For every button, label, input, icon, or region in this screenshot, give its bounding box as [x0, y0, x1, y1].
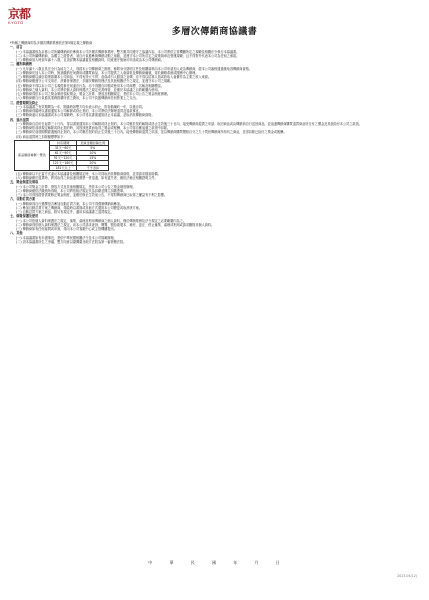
clause-text: (二) 傳銷商應依法繳納所得稅，本公司將依稅法規定代為扣繳並開立扣繳憑單。 [16, 188, 127, 193]
clause-text: (三) 傳銷商應以誠信原則推廣本公司商品，不得有誇大不實、虛偽或引人錯誤之宣傳，亦不得以招募人員或收取入會費作為主要之收入來源。 [16, 75, 212, 79]
page-title: 多層次傳銷商協議書 [171, 27, 258, 37]
table-cell: 20% [77, 160, 109, 165]
table-cell: 15% [77, 155, 109, 160]
logo-subtext: KYOTO [8, 20, 24, 25]
table-cell: 31天~60天 [49, 145, 77, 150]
clause-text: (七) 傳銷商得依本公司之獎金制度領取獎金，獎金之計算、發放及相關規定，悉依本公司公告之獎金制度辦理。 [16, 92, 171, 96]
section-heading: 五、獎金制度及領取 [10, 180, 39, 185]
clause-text: (一) 本協議書如有未盡事宜，悉依中華民國相關法令及本公司規範辦理。 [16, 235, 117, 240]
clause-text: (五) 傳銷商以不正當方式違反本協議書及相關規定時，本公司得取消其傳銷商資格，並得請求損害賠償。 [16, 171, 161, 176]
version-label: 2023.04(12) [397, 574, 417, 578]
section-heading: 一、前言 [10, 45, 23, 50]
clause-text: (一) 傳銷商自訂約日起算三十日內，得以書面通知本公司解除或終止契約，本公司應於契約解除或終止生效後三十日內，接受傳銷商退貨之申請、取回商品或由傳銷商自行送回商品，並返還傳銷商購買退貨商品所支付之價金及其他給付本公司之款項。 [16, 121, 362, 126]
clause-text: (二) 傳銷商得依個人資料保護法之規定，向本公司請求查詢、閱覽、製給複製本、補充、更正、停止蒐集、處理或利用或請求刪除其個人資料。 [16, 222, 215, 227]
clause-text: (一) 本協議書係為京都公司所屬傳銷商於參與本公司多層次傳銷事業時，雙方應共同遵守之協議內容，本公司將依主管機關所定之規範及相關法令執行本協議書。 [16, 49, 240, 54]
clause-text: (一) 本協議書之有效期間為一年，期滿時如雙方均未表示終止，則自動續約一年，以後亦同。 [16, 104, 146, 109]
clause-text: (五) 傳銷商不得以本公司之名義從事任何違法行為，亦不得擅自印製或使用本公司商標、名稱及相關標誌。 [16, 83, 164, 88]
clause-text: (八) 傳銷商應自行負擔其業務推廣所需之費用，本公司不負擔傳銷商任何營業上之支出。 [16, 96, 139, 101]
table-cell: 5% [77, 145, 109, 150]
document-body [10, 41, 424, 244]
clause-text: (三) 傳銷商如有任何疑問或申訴，得向本公司客服中心或主管機關提出。 [16, 227, 117, 231]
clause-text: (二) 傳銷商於加入本公司時，無須繳納任何費用或購買商品，本公司提供之入會資料及傳銷商編號，得於網路系統或服務中心辦理。 [16, 70, 199, 75]
table-header-cell: 退貨金額扣除比例 [77, 140, 109, 145]
section-heading: 二、權利與義務 [10, 62, 32, 67]
clause-text: (二) 傳銷商得隨時以書面通知本公司解除或終止契約，本公司將依法辦理退貨及退款事宜。 [16, 109, 142, 113]
table-header-cell: 持有期間 [49, 140, 77, 145]
table-cell: 不予退貨 [77, 165, 109, 170]
table-cell: 181天以上 [49, 165, 77, 170]
clause-text: (四) 商品退貨時之扣除額標準如下： [16, 134, 67, 139]
clause-text: (一) 本公司獎金之計算、發放方式及其他相關規定，悉依本公司公告之獎金制度辦理。 [16, 184, 136, 189]
table-left-label: 產品價值補償一覽表 [15, 140, 50, 170]
table-cell: 10% [77, 150, 109, 155]
clause-text: (二) 參加自動訂貨方案之傳銷商，得隨時以書面或其他方式通知本公司變更或取消該方案。 [16, 205, 142, 210]
clause-text: (二) 傳銷商依前項規定解除或終止契約時，其因該進貨而取得之獎金或報酬，本公司得自應返還之款項中扣除。 [16, 126, 171, 130]
clause-text: (三) 自動訂貨方案之商品，除另有規定外，適用本協議書之退貨規定。 [16, 210, 114, 214]
clause-text: (三) 傳銷商加入時須年滿十八歲，且須詳閱本協議書及相關資料，同意遵守後始可申請成為本公司傳銷商。 [16, 58, 164, 62]
table-cell: 91天~120天 [49, 155, 77, 160]
clause-text: (三) 本公司得因經營需要修正獎金制度，並應於修正生效前公告，不得對傳銷商已取得之權益有不利之影響。 [16, 193, 168, 197]
table-cell: 61天~90天 [49, 150, 77, 155]
table-cell: 121天~180天 [49, 160, 77, 165]
clause-text: (一) 本公司依個人資料保護法之規定，蒐集、處理及利用傳銷商之個人資料，僅於傳銷業務及法令規定之必要範圍內為之。 [16, 218, 186, 223]
signing-date-line: 中 華 民 國 年 月 日 [148, 560, 281, 565]
clause-text: (二) 本公司所屬傳銷商，為獨立之經營者，須自行負擔參與傳銷活動之風險，並遵守本公司所訂定之政策規章及營運規範，且不得對外代表本公司為任何之承諾。 [16, 53, 240, 58]
clause-text: (一) 凡年滿十八歲且具完全行為能力之人，得經本公司傳銷商之推薦，檢附身分證明文件及相關資料向本公司申請加入成為傳銷商，經本公司審核通過後取得傳銷商資格。 [16, 66, 252, 71]
section-heading: 七、個資保護及使用 [10, 214, 39, 219]
clause-text: (一) 傳銷商得自行選擇是否參加自動訂貨方案，本公司不得強制傳銷商參加。 [16, 201, 124, 206]
refund-deduction-table [14, 140, 109, 171]
section-heading: 四、退出退貨 [10, 117, 29, 122]
logo-mark: 京都 [8, 7, 31, 21]
clause-text: (六) 傳銷商應於退貨時，將其取得之商品連同發票一併退還，如有遺失者，應依法補正相關證明文件。 [16, 176, 158, 180]
clause-text: (三) 傳銷商於前項期間經過後終止契約，本公司應於契約終止生效後三十日內，接受傳銷商退貨之申請，並以傳銷商購買價格百分之九十買回傳銷商所持有之商品，並得扣除已給付之獎金或報酬。 [16, 130, 287, 135]
clause-text: (六) 傳銷商之個人資料，本公司將依個人資料保護法之規定妥善保管，並僅於本協議之目的範圍內使用。 [16, 87, 161, 92]
clause-text: (二) 因本協議書所生之爭議，雙方同意以臺灣臺北地方法院為第一審管轄法院。 [16, 239, 127, 244]
intro-text: *所稱之傳銷商即為多層次傳銷業務依法第5條定義之傳銷商 [10, 41, 93, 45]
section-heading: 三、經營期間及終止 [10, 100, 39, 105]
clause-text: (四) 傳銷商應遵守公平交易法、消費者保護法、多層次傳銷管理法及其他相關法令之規定，並遵守本公司之規範。 [16, 79, 174, 84]
clause-text: (三) 傳銷商違反本協議書或本公司規範時，本公司得以書面通知終止本協議，並取消其傳銷商資格。 [16, 113, 155, 118]
section-heading: 八、其他 [10, 231, 23, 236]
section-heading: 六、自動訂貨方案 [10, 197, 36, 202]
